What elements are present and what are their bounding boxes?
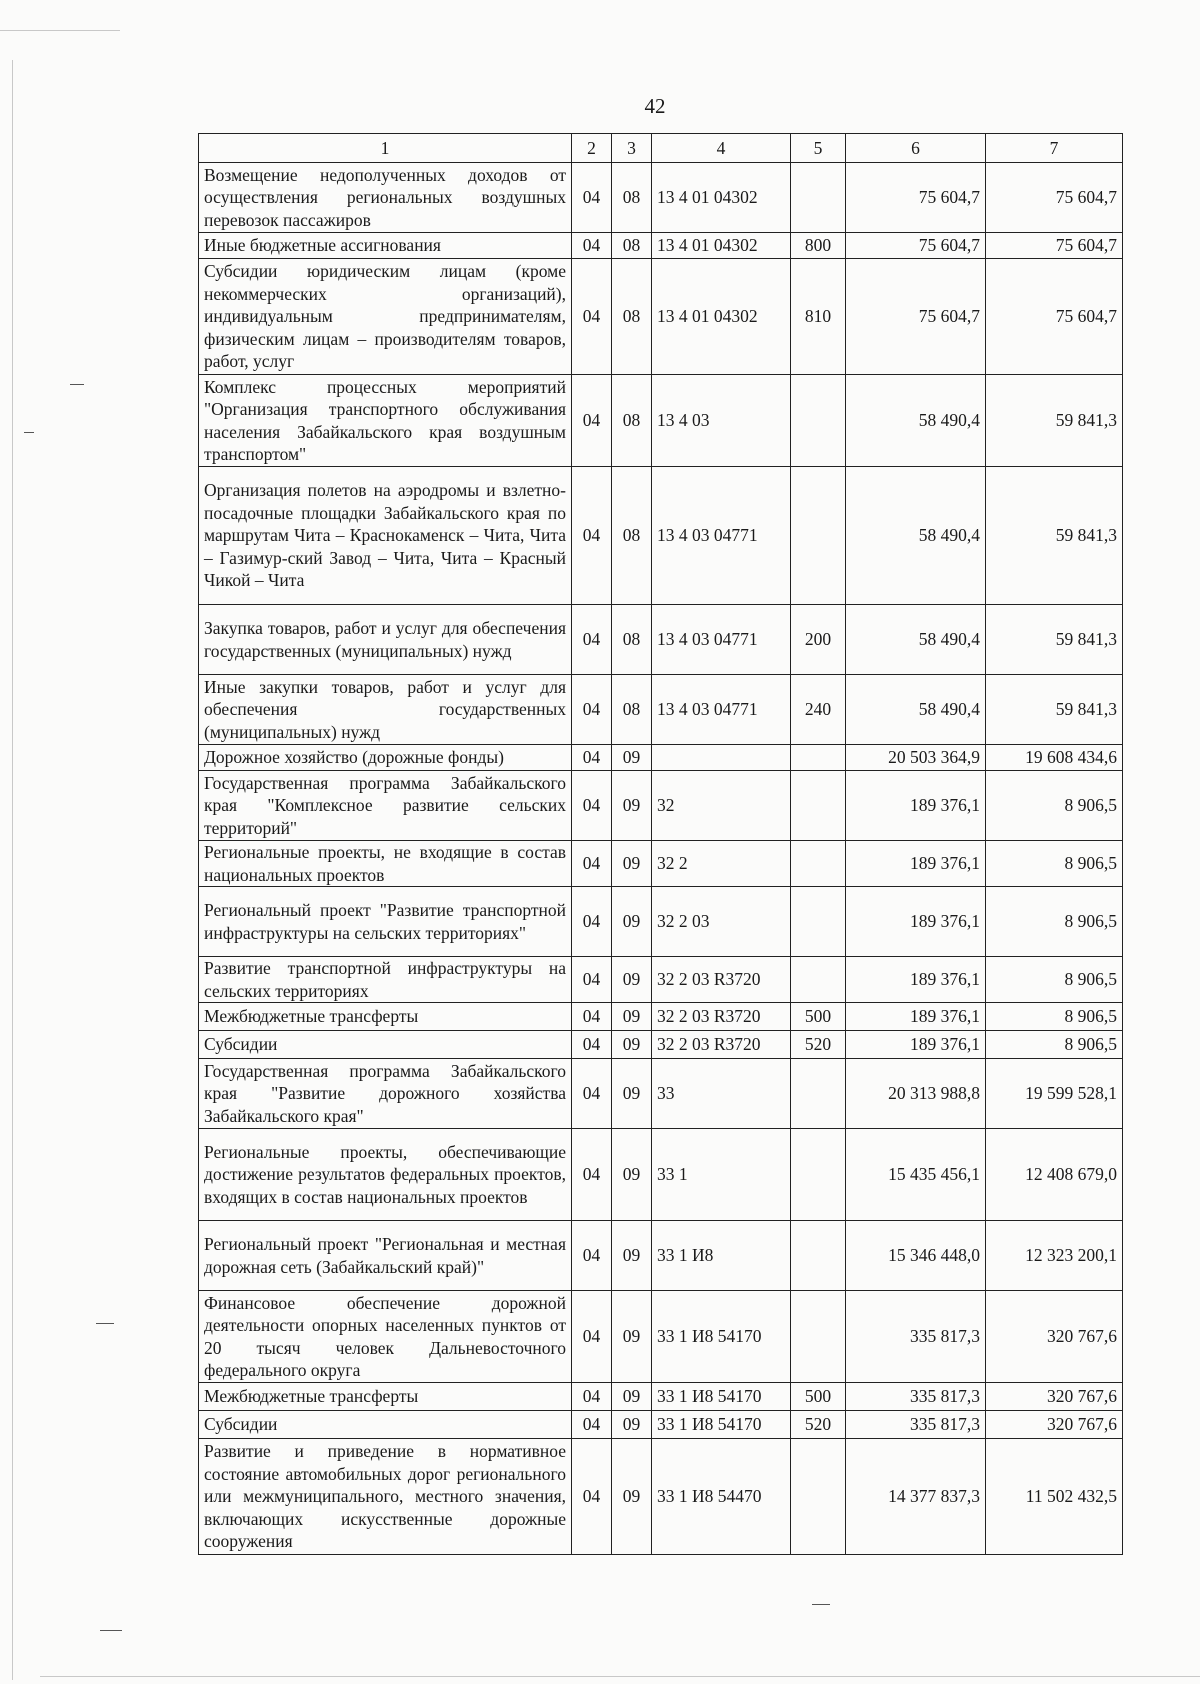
table-row [199,1059,1123,1129]
expense-type-cell [791,1221,846,1291]
subsection-code-cell: 09 [612,1129,652,1221]
expense-type-cell: 520 [791,1411,846,1439]
row-name-cell: Развитие и приведение в нормативное состояние автомобильных дорог регионального или межмуниципального, местного значения, включающих искусственные дорожные сооружения [199,1439,572,1555]
amount-year2-cell: 19 599 528,1 [986,1059,1123,1129]
expense-type-cell [791,771,846,841]
section-code-cell: 04 [572,1439,612,1555]
section-code-cell: 04 [572,1129,612,1221]
expense-type-cell [791,1291,846,1383]
scan-edge-bottom [40,1676,1200,1677]
subsection-code-cell: 08 [612,375,652,467]
target-article-cell: 13 4 01 04302 [652,233,791,259]
row-name-cell: Развитие транспортной инфраструктуры на сельских территориях [199,957,572,1003]
expense-type-cell [791,887,846,957]
expense-type-cell [791,1059,846,1129]
row-name-cell: Межбюджетные трансферты [199,1003,572,1031]
amount-year2-cell: 59 841,3 [986,605,1123,675]
subsection-code-cell: 09 [612,957,652,1003]
section-code-cell: 04 [572,1031,612,1059]
target-article-cell: 33 1 [652,1129,791,1221]
expense-type-cell [791,841,846,887]
target-article-cell: 32 2 03 R3720 [652,1003,791,1031]
amount-year2-cell: 8 906,5 [986,841,1123,887]
row-name-cell: Иные бюджетные ассигнования [199,233,572,259]
amount-year2-cell: 59 841,3 [986,675,1123,745]
table-row [199,1439,1123,1555]
amount-year1-cell: 75 604,7 [846,233,986,259]
table-row [199,887,1123,957]
amount-year2-cell: 8 906,5 [986,957,1123,1003]
scan-edge-left [12,60,13,1680]
amount-year2-cell: 8 906,5 [986,771,1123,841]
target-article-cell: 13 4 03 04771 [652,467,791,605]
row-name-cell: Закупка товаров, работ и услуг для обеспечения государственных (муниципальных) нужд [199,605,572,675]
section-code-cell: 04 [572,841,612,887]
row-name-cell: Комплекс процессных мероприятий "Организация транспортного обслуживания населения Забайкальского края воздушным транспортом" [199,375,572,467]
amount-year1-cell: 335 817,3 [846,1383,986,1411]
row-name-cell: Дорожное хозяйство (дорожные фонды) [199,745,572,771]
table-row [199,1221,1123,1291]
expense-type-cell: 520 [791,1031,846,1059]
section-code-cell: 04 [572,259,612,375]
row-name-cell: Региональные проекты, обеспечивающие достижение результатов федеральных проектов, входящих в состав национальных проектов [199,1129,572,1221]
margin-tick [96,1323,114,1324]
amount-year1-cell: 15 435 456,1 [846,1129,986,1221]
table-row [199,163,1123,233]
row-name-cell: Региональные проекты, не входящие в состав национальных проектов [199,841,572,887]
target-article-cell: 13 4 03 04771 [652,675,791,745]
amount-year1-cell: 189 376,1 [846,1031,986,1059]
table-row [199,1129,1123,1221]
table-row [199,233,1123,259]
target-article-cell: 33 [652,1059,791,1129]
row-name-cell: Субсидии [199,1031,572,1059]
row-name-cell: Региональный проект "Развитие транспортной инфраструктуры на сельских территориях" [199,887,572,957]
target-article-cell: 32 2 [652,841,791,887]
amount-year2-cell: 19 608 434,6 [986,745,1123,771]
table-row [199,467,1123,605]
subsection-code-cell: 09 [612,745,652,771]
subsection-code-cell: 08 [612,605,652,675]
amount-year2-cell: 8 906,5 [986,1003,1123,1031]
target-article-cell: 33 1 И8 54470 [652,1439,791,1555]
target-article-cell: 13 4 01 04302 [652,259,791,375]
section-code-cell: 04 [572,1221,612,1291]
target-article-cell: 32 2 03 R3720 [652,1031,791,1059]
section-code-cell: 04 [572,1059,612,1129]
subsection-code-cell: 08 [612,259,652,375]
section-code-cell: 04 [572,957,612,1003]
amount-year1-cell: 14 377 837,3 [846,1439,986,1555]
subsection-code-cell: 09 [612,1411,652,1439]
subsection-code-cell: 08 [612,233,652,259]
amount-year1-cell: 189 376,1 [846,841,986,887]
table-row [199,745,1123,771]
amount-year1-cell: 58 490,4 [846,605,986,675]
amount-year2-cell: 59 841,3 [986,467,1123,605]
subsection-code-cell: 08 [612,675,652,745]
amount-year1-cell: 75 604,7 [846,259,986,375]
amount-year2-cell: 75 604,7 [986,163,1123,233]
amount-year1-cell: 189 376,1 [846,1003,986,1031]
target-article-cell: 32 [652,771,791,841]
amount-year2-cell: 59 841,3 [986,375,1123,467]
column-number-row [199,134,1123,163]
expense-type-cell: 500 [791,1003,846,1031]
row-name-cell: Государственная программа Забайкальского края "Комплексное развитие сельских территорий" [199,771,572,841]
column-header: 4 [652,134,791,163]
table-row [199,1003,1123,1031]
expense-type-cell: 500 [791,1383,846,1411]
section-code-cell: 04 [572,375,612,467]
amount-year1-cell: 189 376,1 [846,957,986,1003]
expense-type-cell [791,375,846,467]
row-name-cell: Государственная программа Забайкальского края "Развитие дорожного хозяйства Забайкальского края" [199,1059,572,1129]
column-header: 5 [791,134,846,163]
amount-year1-cell: 58 490,4 [846,675,986,745]
amount-year2-cell: 11 502 432,5 [986,1439,1123,1555]
target-article-cell: 32 2 03 R3720 [652,957,791,1003]
expense-type-cell: 200 [791,605,846,675]
target-article-cell: 13 4 01 04302 [652,163,791,233]
amount-year1-cell: 335 817,3 [846,1411,986,1439]
column-header: 1 [199,134,572,163]
expense-type-cell [791,745,846,771]
table-row [199,771,1123,841]
margin-tick [100,1630,122,1631]
table-row [199,1411,1123,1439]
row-name-cell: Субсидии [199,1411,572,1439]
subsection-code-cell: 09 [612,1221,652,1291]
amount-year1-cell: 15 346 448,0 [846,1221,986,1291]
amount-year2-cell: 8 906,5 [986,1031,1123,1059]
target-article-cell [652,745,791,771]
table-row [199,1291,1123,1383]
amount-year2-cell: 75 604,7 [986,233,1123,259]
amount-year2-cell: 320 767,6 [986,1383,1123,1411]
amount-year2-cell: 320 767,6 [986,1411,1123,1439]
section-code-cell: 04 [572,233,612,259]
target-article-cell: 33 1 И8 54170 [652,1411,791,1439]
column-header: 7 [986,134,1123,163]
table-row [199,675,1123,745]
amount-year2-cell: 8 906,5 [986,887,1123,957]
amount-year1-cell: 335 817,3 [846,1291,986,1383]
section-code-cell: 04 [572,771,612,841]
column-header: 2 [572,134,612,163]
row-name-cell: Иные закупки товаров, работ и услуг для обеспечения государственных (муниципальных) нужд [199,675,572,745]
budget-table [198,133,1123,1555]
section-code-cell: 04 [572,745,612,771]
section-code-cell: 04 [572,467,612,605]
target-article-cell: 33 1 И8 54170 [652,1291,791,1383]
section-code-cell: 04 [572,675,612,745]
amount-year1-cell: 58 490,4 [846,467,986,605]
row-name-cell: Региональный проект "Региональная и местная дорожная сеть (Забайкальский край)" [199,1221,572,1291]
amount-year1-cell: 189 376,1 [846,887,986,957]
subsection-code-cell: 09 [612,841,652,887]
target-article-cell: 32 2 03 [652,887,791,957]
section-code-cell: 04 [572,605,612,675]
margin-tick [812,1604,830,1605]
table-row [199,957,1123,1003]
table-row [199,1031,1123,1059]
expense-type-cell [791,1439,846,1555]
subsection-code-cell: 09 [612,1291,652,1383]
subsection-code-cell: 09 [612,771,652,841]
column-header: 6 [846,134,986,163]
section-code-cell: 04 [572,1291,612,1383]
amount-year1-cell: 20 503 364,9 [846,745,986,771]
expense-type-cell [791,1129,846,1221]
amount-year2-cell: 12 323 200,1 [986,1221,1123,1291]
section-code-cell: 04 [572,163,612,233]
row-name-cell: Возмещение недополученных доходов от осуществления региональных воздушных перевозок пассажиров [199,163,572,233]
amount-year1-cell: 189 376,1 [846,771,986,841]
expense-type-cell: 810 [791,259,846,375]
row-name-cell: Межбюджетные трансферты [199,1383,572,1411]
amount-year1-cell: 58 490,4 [846,375,986,467]
subsection-code-cell: 09 [612,887,652,957]
table-row [199,375,1123,467]
amount-year1-cell: 75 604,7 [846,163,986,233]
section-code-cell: 04 [572,1383,612,1411]
row-name-cell: Организация полетов на аэродромы и взлетно-посадочные площадки Забайкальского края по маршрутам Чита – Краснокаменск – Чита, Чита – Газимур-ский Завод – Чита, Чита – Красный Чикой – Чита [199,467,572,605]
subsection-code-cell: 09 [612,1439,652,1555]
subsection-code-cell: 09 [612,1059,652,1129]
subsection-code-cell: 08 [612,163,652,233]
expense-type-cell: 800 [791,233,846,259]
subsection-code-cell: 09 [612,1003,652,1031]
target-article-cell: 33 1 И8 54170 [652,1383,791,1411]
section-code-cell: 04 [572,1003,612,1031]
row-name-cell: Субсидии юридическим лицам (кроме некоммерческих организаций), индивидуальным предпринимателям, физическим лицам – производителям товаров, работ, услуг [199,259,572,375]
table-row [199,259,1123,375]
target-article-cell: 33 1 И8 [652,1221,791,1291]
table-row [199,841,1123,887]
expense-type-cell [791,163,846,233]
subsection-code-cell: 09 [612,1031,652,1059]
margin-tick [70,384,84,385]
table-row [199,605,1123,675]
table-row [199,1383,1123,1411]
target-article-cell: 13 4 03 04771 [652,605,791,675]
page-number: 42 [644,94,666,118]
amount-year1-cell: 20 313 988,8 [846,1059,986,1129]
target-article-cell: 13 4 03 [652,375,791,467]
amount-year2-cell: 75 604,7 [986,259,1123,375]
subsection-code-cell: 09 [612,1383,652,1411]
expense-type-cell: 240 [791,675,846,745]
amount-year2-cell: 12 408 679,0 [986,1129,1123,1221]
expense-type-cell [791,467,846,605]
scan-edge-top [0,30,120,31]
column-header: 3 [612,134,652,163]
section-code-cell: 04 [572,887,612,957]
amount-year2-cell: 320 767,6 [986,1291,1123,1383]
subsection-code-cell: 08 [612,467,652,605]
section-code-cell: 04 [572,1411,612,1439]
expense-type-cell [791,957,846,1003]
row-name-cell: Финансовое обеспечение дорожной деятельности опорных населенных пунктов от 20 тысяч человек Дальневосточного федерального округа [199,1291,572,1383]
margin-tick [24,432,34,433]
